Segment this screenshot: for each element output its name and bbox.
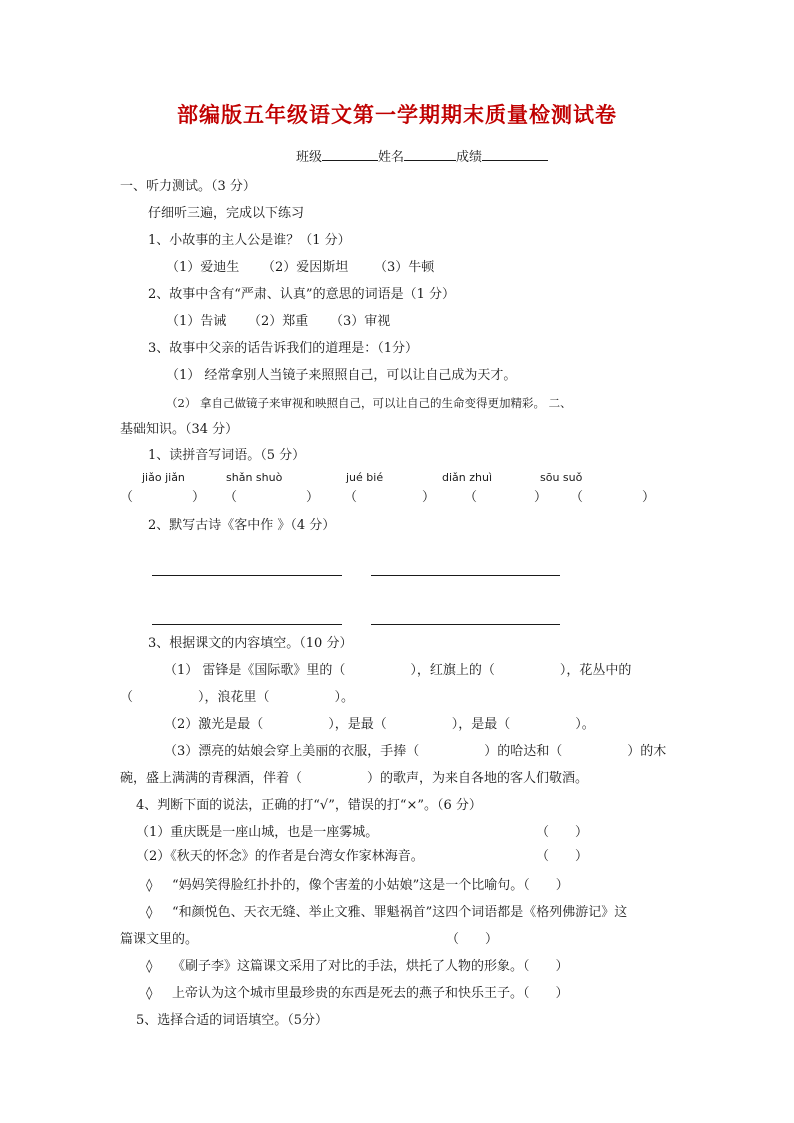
s2-q3-p1a: （1） 雷锋是《国际歌》里的（ ），红旗上的（ ），花丛中的 — [164, 663, 632, 678]
class-label: 班级 — [296, 150, 323, 165]
answer-paren-5-close: ） — [642, 490, 656, 505]
bullet-icon: ◊ — [146, 905, 153, 920]
answer-paren-2-open: （ — [224, 490, 238, 505]
answer-paren-2-close: ） — [306, 490, 320, 505]
s2-q4-item-1: （1）重庆既是一座山城，也是一座雾城。 — [136, 825, 379, 840]
answer-paren-5-open: （ — [570, 490, 584, 505]
bullet-icon: ◊ — [146, 878, 153, 893]
name-label: 姓名 — [378, 150, 405, 165]
section1-heading: 一、听力测试。（3 分） — [120, 179, 256, 194]
bullet-icon: ◊ — [146, 959, 153, 974]
s1-q3-option-2: （2） 拿自己做镜子来审视和映照自己，可以让自己的生命变得更加精彩。 二、 — [166, 396, 572, 410]
bullet-icon: ◊ — [146, 986, 153, 1001]
s1-q3-text: 3、故事中父亲的话告诉我们的道理是：（1分） — [148, 341, 419, 356]
section2-heading: 基础知识。（34 分） — [120, 422, 239, 437]
s2-q4-item-6: 上帝认为这个城市里最珍贵的东西是死去的燕子和快乐王子。（ ） — [172, 986, 569, 1001]
name-blank[interactable] — [404, 148, 456, 161]
section1-intro: 仔细听三遍，完成以下练习 — [148, 206, 305, 221]
s2-q1-text: 1、读拼音写词语。（5 分） — [148, 448, 306, 463]
answer-paren-4-close: ） — [534, 490, 548, 505]
answer-paren-4-open: （ — [464, 490, 478, 505]
s1-q2-option-3: （3）审视 — [330, 314, 391, 329]
answer-paren-1-open: （ — [120, 490, 134, 505]
pinyin-1: jiǎo jiǎn — [142, 471, 185, 484]
s1-q2-text: 2、故事中含有“严肃、认真”的意思的词语是（1 分） — [148, 287, 455, 302]
s2-q4-item-1-answer[interactable]: （ ） — [536, 825, 589, 840]
poem-line-2[interactable] — [371, 575, 560, 576]
answer-paren-3-close: ） — [422, 490, 436, 505]
score-label: 成绩 — [456, 150, 483, 165]
s2-q4-text: 4、判断下面的说法，正确的打“√”，错误的打“×”。（6 分） — [136, 798, 482, 813]
page-title: 部编版五年级语文第一学期期末质量检测试卷 — [177, 103, 617, 127]
answer-paren-3-open: （ — [344, 490, 358, 505]
pinyin-5: sōu suǒ — [540, 471, 583, 484]
poem-line-1[interactable] — [152, 575, 342, 576]
s1-q1-text: 1、小故事的主人公是谁？（1 分） — [148, 233, 351, 248]
poem-line-3[interactable] — [152, 624, 342, 625]
student-info-line — [296, 148, 548, 166]
answer-paren-1-close: ） — [192, 490, 206, 505]
s2-q3-p1b: （ ），浪花里（ ）。 — [120, 690, 355, 705]
s2-q3-p3b: 碗，盛上满满的青稞酒，伴着（ ）的歌声，为来自各地的客人们敬酒。 — [120, 771, 589, 786]
s1-q1-option-3: （3）牛顿 — [374, 260, 435, 275]
s2-q4-item-4-answer[interactable]: （ ） — [446, 932, 499, 947]
s2-q3-p3a: （3）漂亮的姑娘会穿上美丽的衣服，手捧（ ）的哈达和（ ）的木 — [164, 744, 667, 759]
s1-q1-option-2: （2）爱因斯坦 — [262, 260, 349, 275]
s2-q4-item-2: （2）《秋天的怀念》的作者是台湾女作家林海音。 — [136, 849, 424, 864]
s2-q3-text: 3、根据课文的内容填空。（10 分） — [148, 636, 353, 651]
pinyin-2: shǎn shuò — [226, 471, 283, 484]
s2-q2-text: 2、默写古诗《客中作 》（4 分） — [148, 518, 336, 533]
s2-q5-text: 5、选择合适的词语填空。（5分） — [136, 1013, 329, 1028]
s2-q3-p2: （2）激光是最（ ），是最（ ），是最（ ）。 — [164, 717, 595, 732]
s2-q4-item-2-answer[interactable]: （ ） — [536, 849, 589, 864]
score-blank[interactable] — [482, 148, 548, 161]
s2-q4-item-3: “妈妈笑得脸红扑扑的，像个害羞的小姑娘”这是一个比喻句。（ ） — [172, 878, 569, 893]
class-blank[interactable] — [322, 148, 378, 161]
s1-q1-option-1: （1）爱迪生 — [166, 260, 240, 275]
pinyin-3: jué bié — [346, 471, 384, 484]
pinyin-4: diǎn zhuì — [442, 471, 493, 484]
s1-q3-option-1: （1） 经常拿别人当镜子来照照自己，可以让自己成为天才。 — [166, 368, 517, 383]
s2-q4-item-4a: “和颜悦色、天衣无缝、举止文雅、罪魁祸首”这四个词语都是《格列佛游记》这 — [172, 905, 628, 920]
s1-q2-option-2: （2）郑重 — [248, 314, 309, 329]
poem-line-4[interactable] — [371, 624, 560, 625]
s2-q4-item-4b: 篇课文里的。 — [120, 932, 199, 947]
s2-q4-item-5: 《刷子李》这篇课文采用了对比的手法，烘托了人物的形象。（ ） — [172, 959, 569, 974]
s1-q2-option-1: （1）告诫 — [166, 314, 227, 329]
